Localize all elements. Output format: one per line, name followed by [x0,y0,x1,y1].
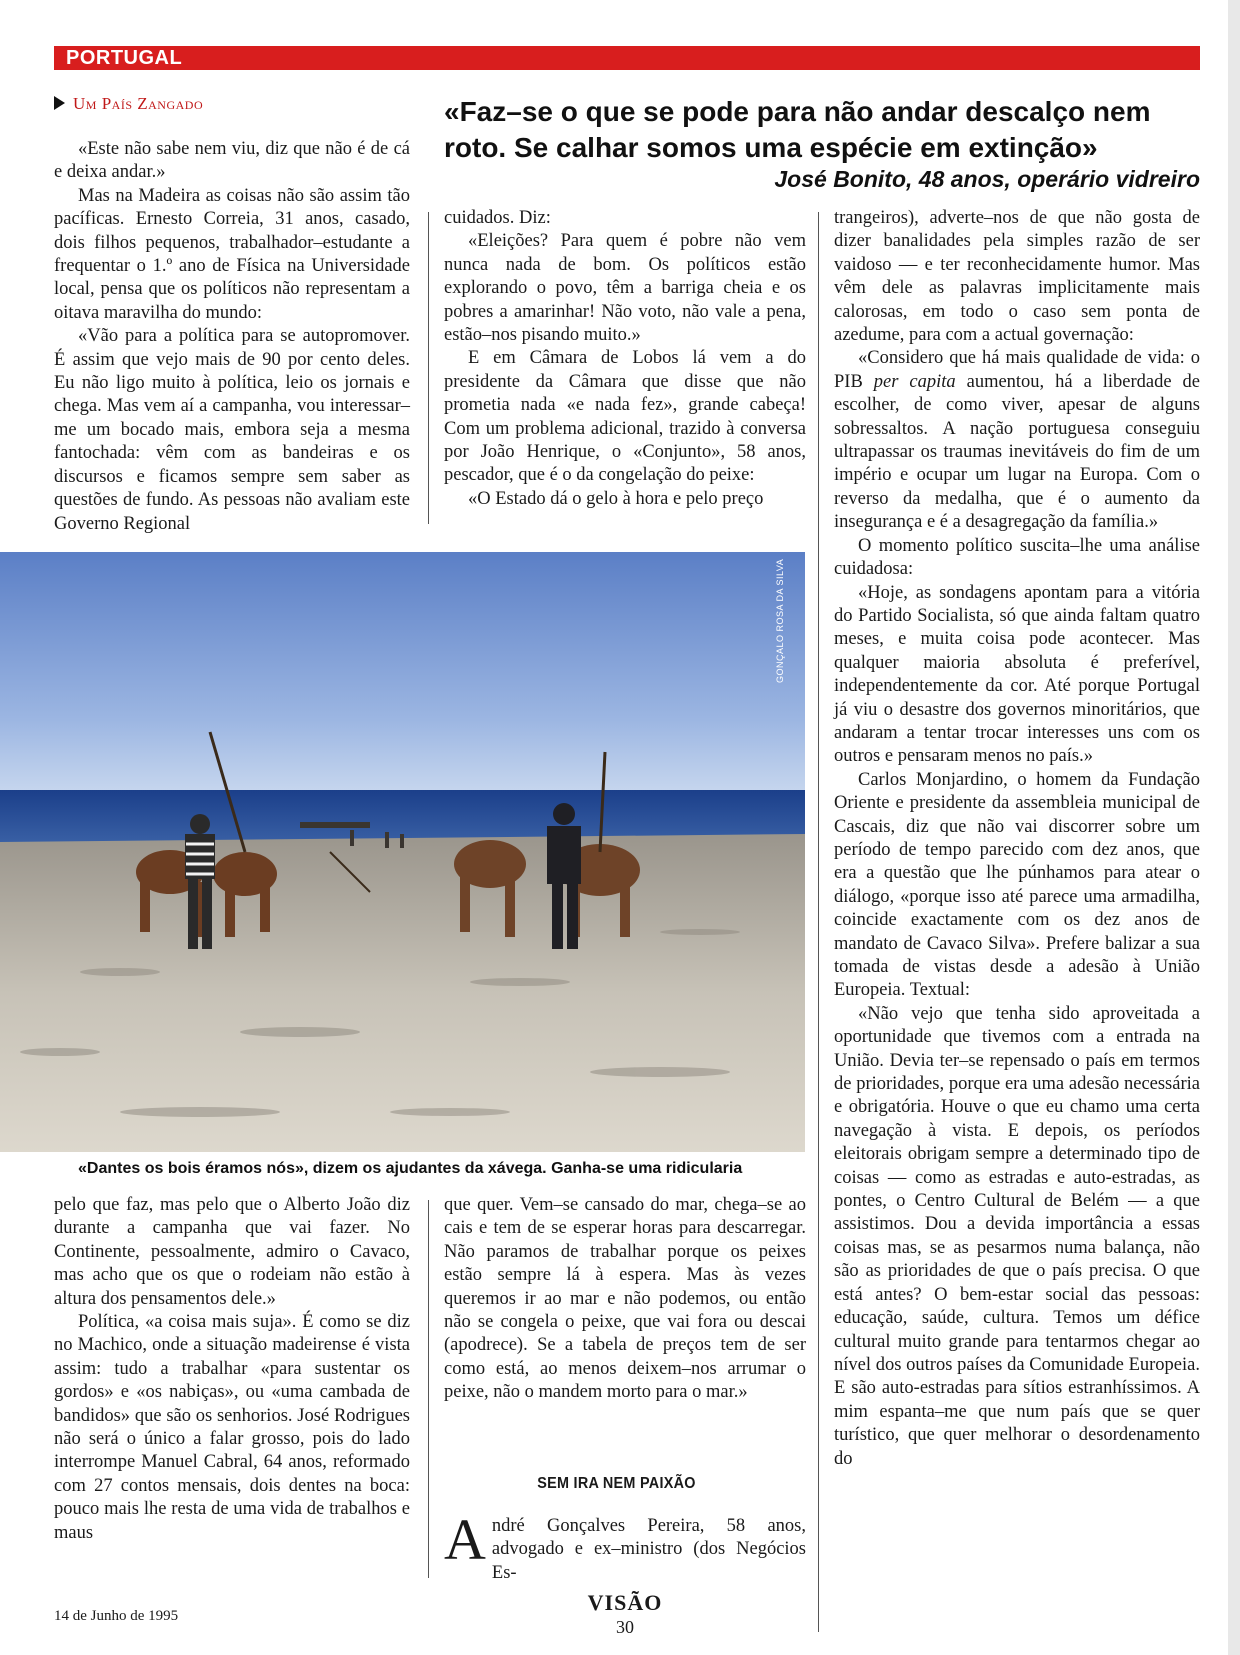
paragraph: «Este não sabe nem viu, diz que não é de cá e deixa andar.» [54,139,410,183]
paragraph: Mas na Madeira as coisas não são assim tão pacíficas. Ernesto Correia, 31 anos, casado, dois filhos pequenos, trabalhador–estudante a frequentar o 1.º ano de Física na Universidade local, pensa que os políticos não representam a oitava maravilha do mundo: [54,185,410,323]
column-1-top [54,138,410,536]
paragraph: pelo que faz, mas pelo que o Alberto João diz durante a campanha que vai fazer. No Continente, pessoalmente, admiro o Cavaco, mas acho que os que o rodeiam não estão à altura dos pensamentos dele.» [54,1195,410,1309]
paragraph: Política, «a coisa mais suja». É como se diz no Machico, onde a situação madeirense é vista assim: tudo a trabalhar «para sustentar os gordos» e «os nabiças», ou «uma cambada de bandidos» que são os senhorios. José Rodrigues não será o único a falar grosso, pois do lado interrompe Manuel Cabral, 64 anos, reformado com 27 contos mensais, dois dentes na boca: pouco mais lhe resta de uma vida de trabalhos e maus [54,1312,410,1543]
photo-caption: «Dantes os bois éramos nós», dizem os ajudantes da xávega. Ganha-se uma ridicularia [78,1160,743,1177]
paragraph: «Hoje, as sondagens apontam para a vitória do Partido Socialista, só que ainda faltam quatro meses, e muita coisa pode acontecer. Mas qualquer maioria absoluta é preferível, independentemente da cor. Até porque Portugal já viu o desastre dos governos minoritários, que andaram a tentar trocar interesses uns com os outros e pensaram menos no país.» [834,582,1200,767]
triangle-bullet-icon [54,96,65,110]
section-bar [54,46,1200,70]
column-rule [818,212,819,1632]
paragraph: «O Estado dá o gelo à hora e pelo preço [468,488,764,509]
paragraph: cuidados. Diz: [444,208,551,228]
subhead: SEM IRA NEM PAIXÃO [537,1475,696,1492]
section-label: PORTUGAL [66,47,183,69]
column-2-bottom [444,1194,806,1405]
drop-cap: A [444,1507,486,1572]
paragraph: «Considero que há mais qualidade de vida: o PIB per capita aumentou, há a liberdade de escolher, de como viver, apesar de alguns sobressaltos. A nação portuguesa conseguiu ultrapassar os traumas inevitáveis do fim de um império e ocupar um lugar na Europa. Com o reverso da medalha, que é o aumento da insegurança e é a desagregação da família.» [834,348,1200,533]
kicker-text: Um País Zangado [73,94,204,113]
column-rule [428,212,429,524]
paragraph: «Não vejo que tenha sido aproveitada a oportunidade que tivemos com a entrada na União. Devia ter–se repensado o país em termos de prioridades, porque era uma adesão necessária e obrigatória. Houve o que eu chamo uma certa navegação à vista. E depois, os períodos eleitorais obrigam sempre a determinado tipo de coisas — como as estradas e auto-estradas, as pontes, o Centro Cultural de Belém — a que assistimos. Dou a devida importância a essas coisas mas, se as pesarmos numa balança, não são as prioridades de que o país precisa. O que está antes? O bem-estar social das pessoas: educação, saúde, cultura. Temos um défice cultural muito grande para tentarmos chegar ao nível dos outros países da Comunidade Europeia. E são auto-estradas para sítios estranhíssimos. A mim espanta–me que num país que se quer turístico, que quer melhorar o desordenamento do [834,1003,1200,1469]
footer-magazine: VISÃO [587,1590,663,1615]
column-2-end [444,1507,806,1585]
paragraph: «Vão para a política para se autopromover. É assim que vejo mais de 90 por cento deles. Eu não ligo muito à política, leio os jornais e chega. Mas vem aí a campanha, vou interessar–me um bocado mais, embora seja a mesma fantochada: vêm com as bandeiras e os discursos e ficamos sempre sem saber as questões de fundo. As pessoas não avaliam este Governo Regional [54,326,410,534]
paragraph: que quer. Vem–se cansado do mar, chega–se ao cais e tem de se esperar horas para descarregar. Não paramos de trabalhar porque os peixes estão sempre lá à espera. Mas às vezes queremos ir ao mar e não podemos, ou então não se congela o peixe, que vai fora ou descai (apodrece). Se a tabela de preços tem de ser como está, ao menos deixem–nos arrumar o peixe, não o mandem morto para o mar.» [444,1195,806,1403]
page-edge [1228,0,1240,1655]
kicker [54,94,203,114]
beach-photo [0,552,805,1152]
paragraph: E em Câmara de Lobos lá vem a do presidente da Câmara que disse que não prometia nada «e nada fez», grande cabeça! Com um problema adicional, trazido à conversa por João Henrique, o «Conjunto», 58 anos, pescador, que é o da congelação do peixe: [444,348,806,486]
pull-quote: «Faz–se o que se pode para não andar descalço nem roto. Se calhar somos uma espécie em extinção» [444,96,1151,163]
paragraph: Carlos Monjardino, o homem da Fundação Oriente e presidente da assembleia municipal de Cascais, diz que não vai discorrer sobre um período de tempo parecido com dez anos, que era a questão que lhe púnhamos para atear o diálogo, «porque isso até parece uma armadilha, coincide exactamente com os dez anos de mandato de Cavaco Silva». Prefere balizar a sua tomada de vistas desde a adesão à União Europeia. Textual: [834,769,1200,1001]
photo-credit: GONÇALO ROSA DA SILVA [775,558,785,684]
column-rule [428,1200,429,1578]
paragraph: trangeiros), adverte–nos de que não gosta de dizer banalidades pela simples razão de ser vaidoso — e ter reconhecidamente humor. Mas vêm dele as palavras implicitamente mais calorosas, em todo o caso sem ponta de azedume, para com a actual governação: [834,208,1200,346]
column-3 [834,207,1200,1471]
paragraph [444,1507,806,1585]
column-1-bottom [54,1194,410,1545]
pull-quote-attribution: José Bonito, 48 anos, operário vidreiro [774,166,1200,192]
paragraph: O momento político suscita–lhe uma análise cuidadosa: [834,535,1200,580]
footer-date: 14 de Junho de 1995 [54,1608,179,1624]
paragraph-text: ndré Gonçalves Pereira, 58 anos, advogado e ex–ministro (dos Negócios Es- [491,1516,806,1583]
paragraph: «Eleições? Para quem é pobre não vem nunca nada de bom. Os políticos estão explorando o povo, têm a barriga cheia e os pobres a amarinhar! Não voto, não vale a pena, estão–nos pisando muito.» [444,231,806,346]
column-2-top [444,207,806,511]
page-number: 30 [616,1617,634,1637]
